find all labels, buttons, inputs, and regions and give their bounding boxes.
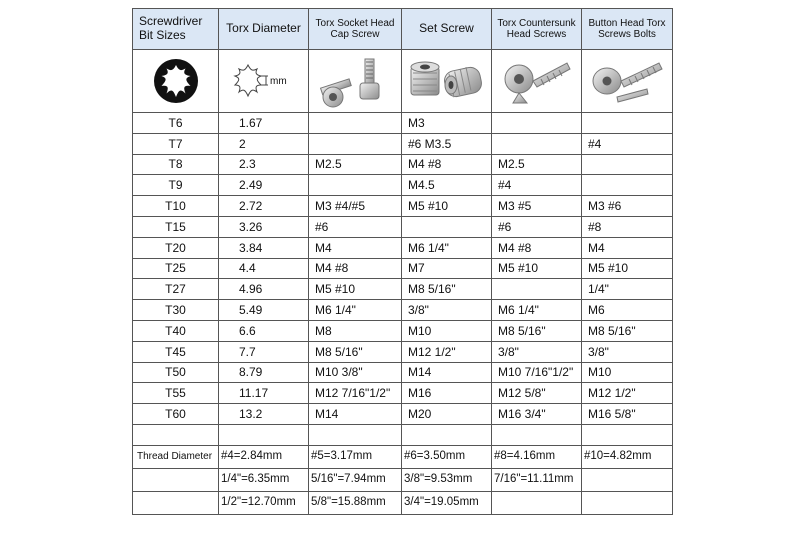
torx-diameter-cell: 2.49: [219, 175, 309, 196]
set-screw-cell: M5 #10: [402, 196, 492, 217]
torx-diameter-cell: 6.6: [219, 320, 309, 341]
set-screw-cell: M7: [402, 258, 492, 279]
bit-size-cell: T45: [133, 341, 219, 362]
socket-cap-cell: M4 #8: [309, 258, 402, 279]
bit-size-cell: T40: [133, 320, 219, 341]
thread-value-cell: 3/4"=19.05mm: [402, 491, 492, 514]
table-row: [133, 258, 673, 279]
countersunk-cell: M3 #5: [492, 196, 582, 217]
table-row: [133, 362, 673, 383]
torx-diameter-cell: 3.84: [219, 237, 309, 258]
set-screw-cell: 3/8": [402, 300, 492, 321]
countersunk-cell: [492, 279, 582, 300]
bit-size-cell: T55: [133, 383, 219, 404]
bit-size-cell: T9: [133, 175, 219, 196]
set-screw-cell: M12 1/2": [402, 341, 492, 362]
diagram-unit-label: mm: [269, 76, 287, 87]
thread-value-cell: 5/8"=15.88mm: [309, 491, 402, 514]
set-screw-cell: M20: [402, 404, 492, 425]
button-head-cell: M8 5/16": [582, 320, 673, 341]
torx-diameter-cell: 4.4: [219, 258, 309, 279]
table-row: [133, 196, 673, 217]
spacer-cell: [492, 424, 582, 445]
spacer-row: [133, 424, 673, 445]
torx-diameter-icon: [228, 61, 300, 101]
bit-size-cell: T50: [133, 362, 219, 383]
button-head-cell: 1/4": [582, 279, 673, 300]
set-screw-cell: M3: [402, 113, 492, 134]
thread-value-cell: #8=4.16mm: [492, 445, 582, 468]
header-button-head: Button Head Torx Screws Bolts: [582, 9, 673, 50]
table-row: [133, 279, 673, 300]
header-bit-size: Screwdriver Bit Sizes: [133, 9, 219, 50]
torx-diameter-cell: 2.72: [219, 196, 309, 217]
countersunk-screw-icon: [497, 53, 577, 109]
socket-cap-cell: #6: [309, 216, 402, 237]
header-set-screw: Set Screw: [402, 9, 492, 50]
torx-diameter-cell: 1.67: [219, 113, 309, 134]
thread-row: [133, 468, 673, 491]
thread-value-cell: 7/16"=11.11mm: [492, 468, 582, 491]
table-row: [133, 113, 673, 134]
socket-cap-cell: [309, 175, 402, 196]
table-row: [133, 154, 673, 175]
socket-cap-cell: M4: [309, 237, 402, 258]
countersunk-cell: M2.5: [492, 154, 582, 175]
bit-size-cell: T10: [133, 196, 219, 217]
socket-cap-cell: M12 7/16"1/2": [309, 383, 402, 404]
bit-size-cell: T60: [133, 404, 219, 425]
countersunk-cell: [492, 113, 582, 134]
torx-star-icon: [152, 57, 200, 105]
button-head-cell: M16 5/8": [582, 404, 673, 425]
spacer-cell: [309, 424, 402, 445]
button-head-cell: [582, 113, 673, 134]
button-head-cell: 3/8": [582, 341, 673, 362]
countersunk-cell: [492, 133, 582, 154]
set-screw-cell: M10: [402, 320, 492, 341]
torx-diameter-cell: 8.79: [219, 362, 309, 383]
thread-value-cell: #10=4.82mm: [582, 445, 673, 468]
thread-value-cell: 1/4"=6.35mm: [219, 468, 309, 491]
countersunk-cell: M5 #10: [492, 258, 582, 279]
socket-cap-cell: M8 5/16": [309, 341, 402, 362]
button-head-cell: [582, 50, 673, 113]
header-row: [133, 9, 673, 50]
countersunk-cell: [492, 50, 582, 113]
thread-value-cell: [582, 468, 673, 491]
button-head-cell: [582, 175, 673, 196]
bit-size-cell: T27: [133, 279, 219, 300]
countersunk-cell: M12 5/8": [492, 383, 582, 404]
torx-diameter-cell: 2: [219, 133, 309, 154]
torx-diameter-cell: 4.96: [219, 279, 309, 300]
table-row: [133, 404, 673, 425]
countersunk-cell: M16 3/4": [492, 404, 582, 425]
torx-diameter-cell: 3.26: [219, 216, 309, 237]
button-head-cell: [582, 154, 673, 175]
set-screw-cell: [402, 50, 492, 113]
table-row: [133, 175, 673, 196]
button-head-cell: M4: [582, 237, 673, 258]
thread-value-cell: [492, 491, 582, 514]
set-screw-cell: [402, 216, 492, 237]
button-head-cell: M12 1/2": [582, 383, 673, 404]
torx-diameter-cell: [219, 50, 309, 113]
thread-label-cell: Thread Diameter: [133, 445, 219, 468]
bit-size-cell: T7: [133, 133, 219, 154]
thread-value-cell: #5=3.17mm: [309, 445, 402, 468]
countersunk-cell: #4: [492, 175, 582, 196]
countersunk-cell: M10 7/16"1/2": [492, 362, 582, 383]
countersunk-cell: #6: [492, 216, 582, 237]
thread-row: [133, 445, 673, 468]
socket-cap-cell: M5 #10: [309, 279, 402, 300]
spacer-cell: [219, 424, 309, 445]
table-row: [133, 237, 673, 258]
header-countersunk: Torx Countersunk Head Screws: [492, 9, 582, 50]
thread-value-cell: 3/8"=9.53mm: [402, 468, 492, 491]
thread-label-cell: [133, 491, 219, 514]
spacer-cell: [582, 424, 673, 445]
countersunk-cell: M6 1/4": [492, 300, 582, 321]
spacer-cell: [133, 424, 219, 445]
socket-cap-cell: M14: [309, 404, 402, 425]
countersunk-cell: M8 5/16": [492, 320, 582, 341]
table-row: [133, 216, 673, 237]
chart-body: [133, 113, 673, 515]
socket-cap-cell: M3 #4/#5: [309, 196, 402, 217]
button-head-cell: #8: [582, 216, 673, 237]
torx-size-chart: [132, 8, 673, 515]
button-head-cell: M3 #6: [582, 196, 673, 217]
thread-value-cell: #6=3.50mm: [402, 445, 492, 468]
header-socket-cap: Torx Socket Head Cap Screw: [309, 9, 402, 50]
socket-cap-cell: [309, 50, 402, 113]
spacer-cell: [402, 424, 492, 445]
button-head-cell: M5 #10: [582, 258, 673, 279]
torx-diameter-cell: 13.2: [219, 404, 309, 425]
socket-cap-cell: M10 3/8": [309, 362, 402, 383]
countersunk-cell: 3/8": [492, 341, 582, 362]
bit-size-cell: T8: [133, 154, 219, 175]
torx-diameter-cell: 5.49: [219, 300, 309, 321]
set-screw-cell: M16: [402, 383, 492, 404]
button-head-cell: M10: [582, 362, 673, 383]
countersunk-cell: M4 #8: [492, 237, 582, 258]
bit-size-cell: T20: [133, 237, 219, 258]
thread-value-cell: [582, 491, 673, 514]
thread-value-cell: #4=2.84mm: [219, 445, 309, 468]
socket-cap-screw-icon: [317, 53, 393, 109]
bit-size-cell: T15: [133, 216, 219, 237]
table-row: [133, 133, 673, 154]
torx-star-cell: [133, 50, 219, 113]
button-head-cell: #4: [582, 133, 673, 154]
thread-value-cell: 5/16"=7.94mm: [309, 468, 402, 491]
thread-row: [133, 491, 673, 514]
socket-cap-cell: M2.5: [309, 154, 402, 175]
table-row: [133, 383, 673, 404]
thread-label-cell: [133, 468, 219, 491]
socket-cap-cell: [309, 113, 402, 134]
bit-size-cell: T25: [133, 258, 219, 279]
table-row: [133, 300, 673, 321]
set-screw-cell: M6 1/4": [402, 237, 492, 258]
thread-value-cell: 1/2"=12.70mm: [219, 491, 309, 514]
header-torx-diameter: Torx Diameter: [219, 9, 309, 50]
bit-size-cell: T30: [133, 300, 219, 321]
button-head-cell: M6: [582, 300, 673, 321]
torx-diameter-cell: 7.7: [219, 341, 309, 362]
torx-diameter-cell: 11.17: [219, 383, 309, 404]
torx-diameter-cell: 2.3: [219, 154, 309, 175]
set-screw-cell: M4.5: [402, 175, 492, 196]
set-screw-cell: M4 #8: [402, 154, 492, 175]
bit-size-cell: T6: [133, 113, 219, 134]
image-row: [133, 50, 673, 113]
button-head-screw-icon: [587, 53, 667, 109]
socket-cap-cell: M6 1/4": [309, 300, 402, 321]
table-row: [133, 341, 673, 362]
socket-cap-cell: M8: [309, 320, 402, 341]
set-screw-icon: [407, 53, 487, 109]
set-screw-cell: #6 M3.5: [402, 133, 492, 154]
set-screw-cell: M14: [402, 362, 492, 383]
set-screw-cell: M8 5/16": [402, 279, 492, 300]
socket-cap-cell: [309, 133, 402, 154]
table-row: [133, 320, 673, 341]
